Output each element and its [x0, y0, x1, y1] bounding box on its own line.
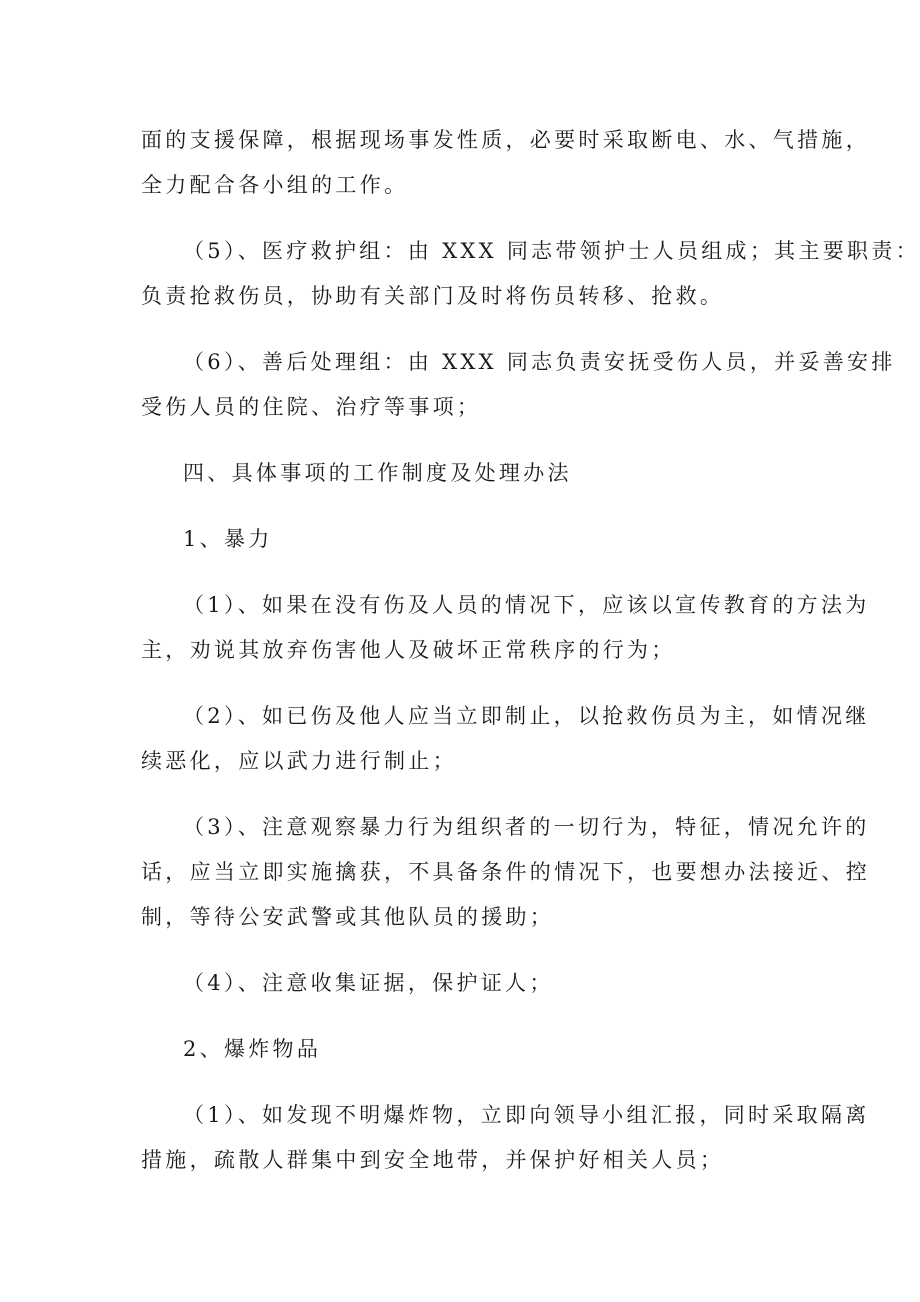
text-line: 四、具体事项的工作制度及处理办法: [183, 461, 572, 485]
subsection-heading-explosives: [141, 1027, 801, 1072]
text-line: （4）、注意收集证据，保护证人；: [183, 971, 554, 995]
paragraph-support: [141, 118, 870, 208]
text-line: 续恶化，应以武力进行制止；: [141, 749, 457, 773]
text-line: 话，应当立即实施擒获，不具备条件的情况下，也要想办法接近、控: [141, 860, 870, 884]
paragraph-aftermath-group: [141, 340, 896, 430]
paragraph-explosives-1: [141, 1093, 870, 1183]
text-line: 面的支援保障，根据现场事发性质，必要时采取断电、水、气措施，: [141, 128, 870, 152]
text-line: （1）、如果在没有伤及人员的情况下，应该以宣传教育的方法为: [183, 593, 870, 617]
paragraph-medical-group: [141, 229, 920, 319]
text-line: 全力配合各小组的工作。: [141, 173, 409, 197]
text-line: 1、暴力: [183, 527, 273, 551]
text-line: （2）、如已伤及他人应当立即制止，以抢救伤员为主，如情况继: [183, 704, 870, 728]
text-line: 2、爆炸物品: [183, 1037, 322, 1061]
subsection-heading-violence: [141, 517, 801, 562]
paragraph-violence-3: [141, 805, 870, 940]
text-line: 主，劝说其放弃伤害他人及破坏正常秩序的行为；: [141, 638, 676, 662]
text-line: 制，等待公安武警或其他队员的援助；: [141, 905, 555, 929]
section-heading-4: [141, 451, 801, 496]
text-line: （1）、如发现不明爆炸物，立即向领导小组汇报，同时采取隔离: [183, 1103, 870, 1127]
document-body: [141, 118, 920, 1183]
text-line: （5）、医疗救护组：由 XXX 同志带领护士人员组成；其主要职责：: [183, 239, 920, 263]
text-line: （3）、注意观察暴力行为组织者的一切行为，特征，情况允许的: [183, 815, 870, 839]
text-line: 措施，疏散人群集中到安全地带，并保护好相关人员；: [141, 1148, 725, 1172]
paragraph-violence-2: [141, 694, 870, 784]
text-line: （6）、善后处理组：由 XXX 同志负责安抚受伤人员，并妥善安排: [183, 350, 896, 374]
text-line: 受伤人员的住院、治疗等事项；: [141, 395, 482, 419]
paragraph-violence-1: [141, 583, 870, 673]
text-line: 负责抢救伤员，协助有关部门及时将伤员转移、抢救。: [141, 284, 725, 308]
paragraph-violence-4: [141, 961, 801, 1006]
